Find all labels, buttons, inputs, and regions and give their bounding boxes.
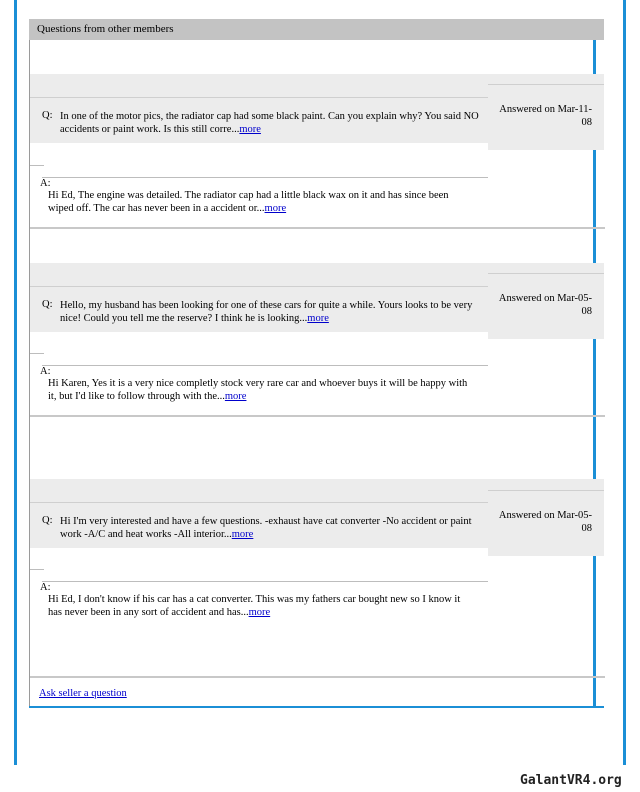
answered-box (488, 84, 604, 150)
question-text (60, 299, 480, 325)
answer-label: A: (40, 366, 51, 377)
answer-label: A: (40, 178, 51, 189)
watermark-text: GalantVR4.org (520, 773, 622, 788)
answer-divider (42, 177, 488, 178)
question-more-link[interactable]: more (231, 529, 254, 540)
question-text (60, 515, 480, 541)
answer-more-link[interactable]: more (248, 607, 271, 618)
answer-divider-stub (30, 165, 44, 166)
question-row (30, 502, 488, 548)
question-body: Hello, my husband has been looking for one of these cars for quite a while. Yours looks to be very nice! Could you tell me the reserve? I think he is looking... (60, 300, 473, 324)
answer-text (48, 189, 468, 215)
answer-divider (42, 581, 488, 582)
question-text (60, 110, 480, 136)
question-label: Q: (42, 110, 53, 121)
question-more-link[interactable]: more (239, 124, 261, 135)
section-title: Questions from other members (37, 23, 174, 35)
ask-seller-question-link[interactable]: Ask seller a question (39, 688, 127, 699)
answered-date: Answered on Mar-11-08 (499, 104, 592, 128)
answer-more-link[interactable]: more (224, 391, 247, 402)
answer-divider (42, 365, 488, 366)
answer-label: A: (40, 582, 51, 593)
panel-bottom-border (29, 706, 604, 708)
answer-text (48, 593, 468, 619)
answer-body: Hi Ed, The engine was detailed. The radiator cap had a little black wax on it and has since been wiped off. The car has never been in a accident or... (48, 190, 449, 214)
question-row (30, 286, 488, 332)
question-body: Hi I'm very interested and have a few questions. -exhaust have cat converter -No accident or paint work -A/C and heat works -All interior... (60, 516, 472, 540)
section-header (29, 19, 604, 40)
answer-body: Hi Karen, Yes it is a very nice completly stock very rare car and whoever buys it will be happy with it, but I'd like to follow through with the... (48, 378, 468, 402)
answer-text (48, 377, 468, 403)
question-label: Q: (42, 515, 53, 526)
question-more-link[interactable]: more (307, 313, 329, 324)
qa-separator (30, 676, 605, 678)
page-left-border (14, 0, 17, 765)
answered-date: Answered on Mar-05-08 (498, 293, 592, 317)
qa-separator (30, 227, 605, 229)
answer-body: Hi Ed, I don't know if his car has a cat converter. This was my fathers car bought new so I know it has never been in any sort of accident and has... (48, 594, 461, 618)
answered-box (488, 273, 604, 339)
question-row (30, 97, 488, 143)
question-body: In one of the motor pics, the radiator cap had some black paint. Can you explain why? You said NO accidents or paint work. Is this still corre... (60, 111, 479, 135)
qa-separator (30, 415, 605, 417)
page-right-border (623, 0, 626, 765)
answer-divider-stub (30, 569, 44, 570)
question-label: Q: (42, 299, 53, 310)
answered-box (488, 490, 604, 556)
answered-date: Answered on Mar-05-08 (498, 510, 592, 534)
answer-divider-stub (30, 353, 44, 354)
answer-more-link[interactable]: more (264, 203, 287, 214)
